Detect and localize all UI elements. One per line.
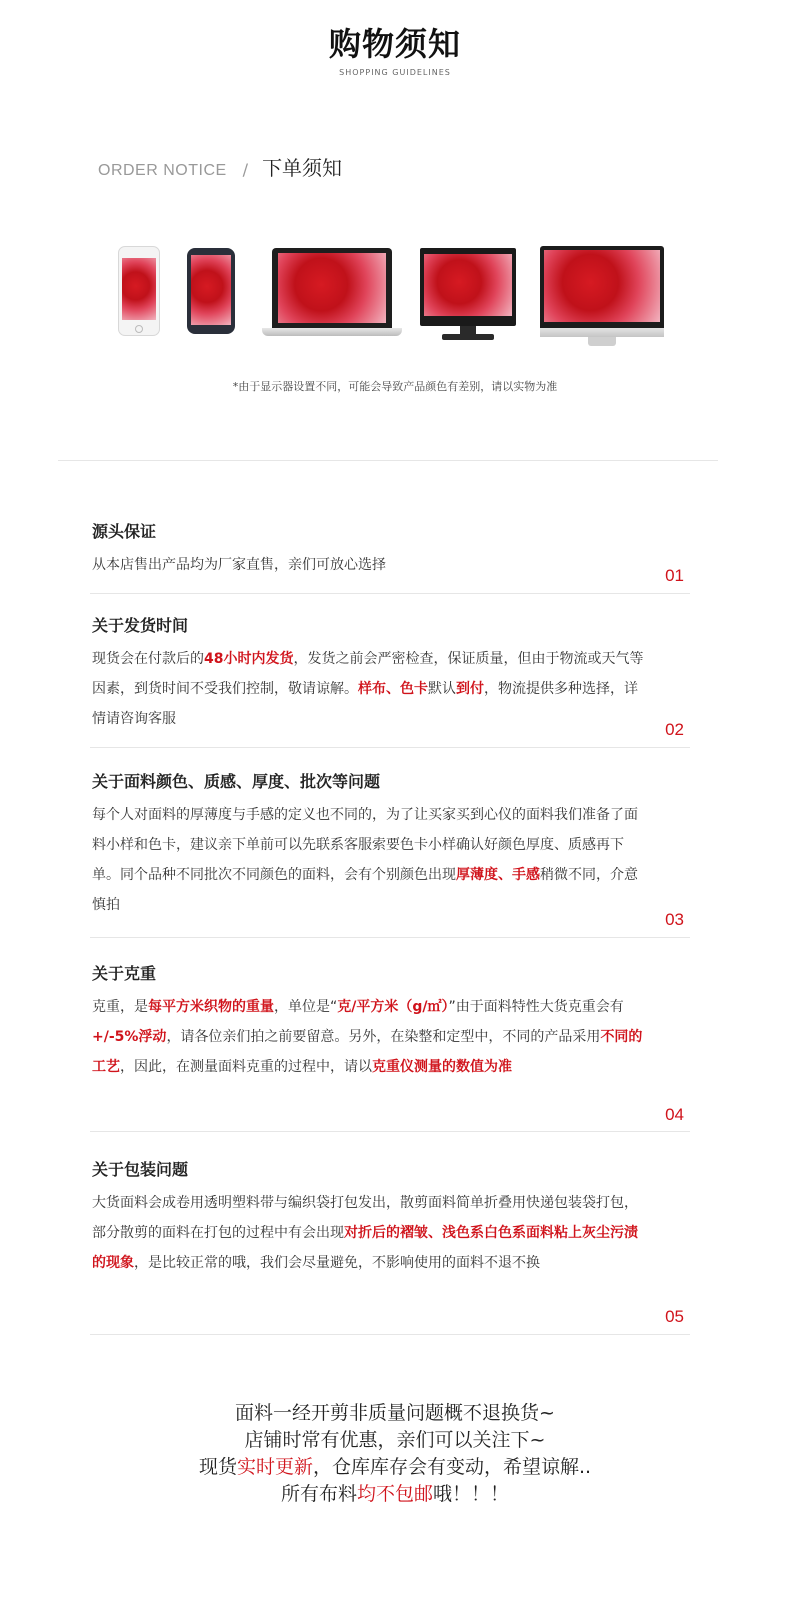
white-phone-image	[118, 246, 160, 336]
section-body	[92, 1188, 644, 1278]
section-body	[92, 992, 644, 1082]
section-divider	[90, 1131, 690, 1132]
body-text: ，因此，在测量面料克重的过程中，请以	[120, 1059, 372, 1075]
footer-highlight: 实时更新	[236, 1456, 313, 1478]
page-subtitle: SHOPPING GUIDELINES	[339, 68, 451, 77]
body-text: ，单位是“	[274, 999, 338, 1015]
section-title: 源头保证	[92, 522, 157, 541]
body-text: ，物流提供多种选择，详情请咨询客服	[92, 681, 638, 727]
section-divider	[90, 593, 690, 594]
footer-line-1: 面料一经开剪非质量问题概不退换货~	[235, 1402, 555, 1424]
body-text: 默认	[428, 681, 456, 697]
section-body	[92, 800, 644, 920]
footer-text: 所有布料	[280, 1483, 357, 1505]
order-notice-en: ORDER NOTICE	[98, 162, 227, 179]
section-divider	[90, 1334, 690, 1335]
section-title: 关于克重	[92, 964, 157, 983]
section-number: 05	[665, 1307, 684, 1326]
footer-highlight: 均不包邮	[356, 1483, 433, 1505]
footer-text: 哦！！！	[433, 1483, 510, 1505]
footer-line-3	[0, 1454, 790, 1481]
highlight-text: 厚薄度、手感	[456, 867, 540, 883]
body-text: 每个人对面料的厚薄度与手感的定义也不同的，为了让买家买到心仪的面料我们准备了面料小样和色卡，建议亲下单前可以先联系客服索要色卡小样确认好颜色厚度、质感再下单。同个品种不同批次不同颜色的面料，会有个别颜色出现	[92, 807, 638, 883]
section-body	[92, 550, 644, 580]
section-number: 02	[665, 720, 684, 739]
highlight-text: 对折后的褶皱、浅色系白色系面料粘上灰尘污渍的现象	[92, 1225, 638, 1271]
section-shipping-time	[92, 614, 688, 748]
section-weight	[92, 962, 688, 1132]
section-title: 关于包装问题	[92, 1160, 189, 1179]
highlight-text: 48小时内发货	[204, 651, 294, 667]
black-phone-image	[187, 248, 235, 334]
order-notice-cn: 下单须知	[262, 156, 343, 180]
section-number: 01	[665, 566, 684, 585]
highlight-text: 样布、色卡	[358, 681, 428, 697]
body-text: ，请各位亲们拍之前要留意。另外，在染整和定型中，不同的产品采用	[166, 1029, 601, 1045]
section-title: 关于面料颜色、质感、厚度、批次等问题	[92, 772, 381, 791]
top-divider	[58, 460, 718, 461]
monitor-image	[420, 248, 516, 342]
color-disclaimer: *由于显示器设置不同，可能会导致产品颜色有差别，请以实物为准	[232, 380, 558, 393]
highlight-text: 克重仪测量的数值为准	[372, 1059, 512, 1075]
section-fabric-quality	[92, 770, 688, 938]
section-packaging	[92, 1158, 688, 1336]
footer-text: 现货	[198, 1456, 237, 1478]
section-divider	[90, 747, 690, 748]
imac-image	[540, 246, 664, 346]
footer-text: ，仓库库存会有变动，希望谅解..	[312, 1456, 592, 1478]
section-body	[92, 644, 644, 734]
section-source-guarantee	[92, 520, 688, 594]
body-text: 现货会在付款后的	[92, 651, 204, 667]
order-notice-heading	[98, 152, 342, 181]
highlight-text: +/-5%浮动	[92, 1029, 167, 1045]
body-text: ，是比较正常的哦，我们会尽量避免，不影响使用的面料不退不换	[134, 1255, 540, 1271]
section-number: 03	[665, 910, 684, 929]
laptop-image	[262, 248, 402, 338]
footer-line-2: 店铺时常有优惠，亲们可以关注下~	[244, 1429, 546, 1451]
highlight-text: 到付	[456, 681, 484, 697]
device-illustration	[0, 244, 790, 354]
section-number: 04	[665, 1105, 684, 1124]
section-divider	[90, 937, 690, 938]
body-text: ”由于面料特性大货克重会有	[448, 999, 624, 1015]
section-title: 关于发货时间	[92, 616, 189, 635]
body-text: 大货面料会成卷用透明塑料带与编织袋打包发出，散剪面料简单折叠用快递包装袋打包，部分散剪的面料在打包的过程中有会出现	[92, 1195, 638, 1241]
highlight-text: 不同的工艺	[92, 1029, 643, 1075]
body-text: ，发货之前会严密检查，保证质量，但由于物流或天气等因素，到货时间不受我们控制，敬请谅解。	[92, 651, 644, 697]
body-text: 稍微不同，介意慎拍	[92, 867, 638, 913]
body-text: 克重，是	[92, 999, 148, 1015]
footer-line-4	[0, 1481, 790, 1508]
footer-notice	[0, 1400, 790, 1508]
highlight-text: 克/平方米（g/㎡）	[337, 999, 449, 1015]
body-text: 从本店售出产品均为厂家直售，亲们可放心选择	[92, 557, 386, 573]
page-header	[0, 22, 790, 77]
page-title: 购物须知	[328, 25, 461, 63]
highlight-text: 每平方米织物的重量	[148, 999, 274, 1015]
order-notice-separator: /	[242, 160, 249, 179]
